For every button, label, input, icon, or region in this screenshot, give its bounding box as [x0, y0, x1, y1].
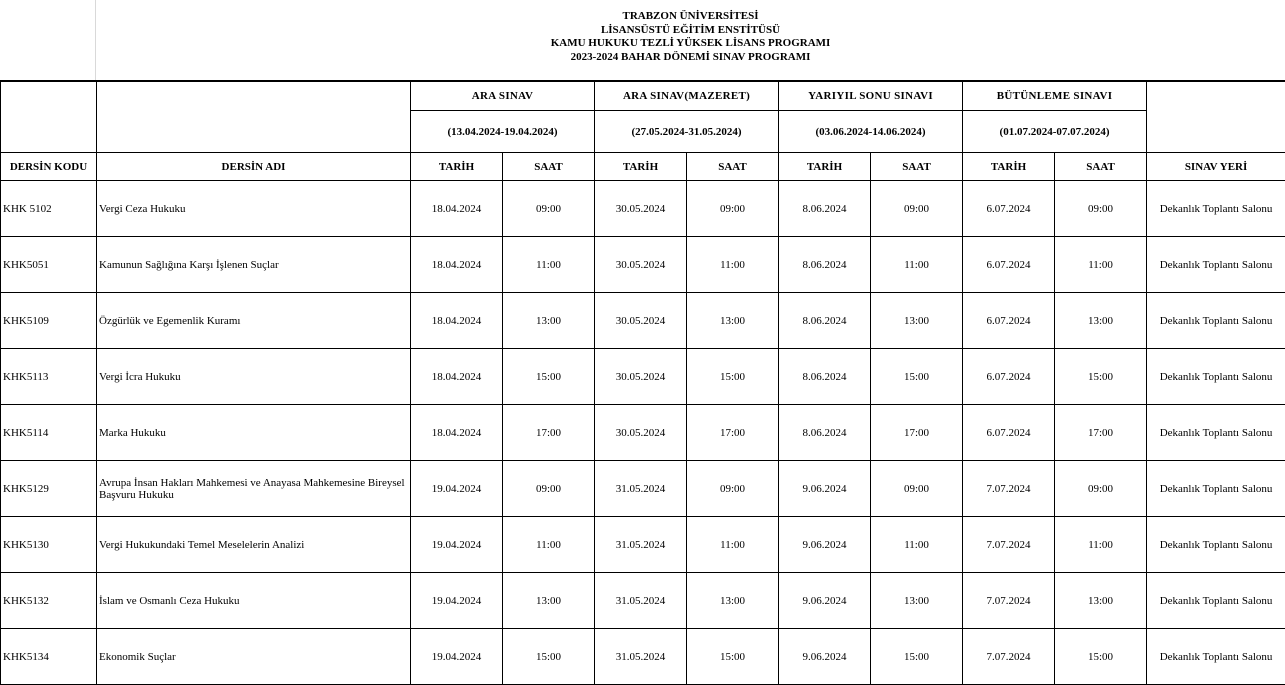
- makeup-date: 30.05.2024: [595, 293, 687, 349]
- resit-date: 6.07.2024: [963, 293, 1055, 349]
- title-term: 2023-2024 BAHAR DÖNEMİ SINAV PROGRAMI: [96, 51, 1285, 65]
- col-header-date: TARİH: [411, 153, 503, 181]
- table-row: [1, 629, 1285, 685]
- final-time: 13:00: [871, 293, 963, 349]
- exam-room: Dekanlık Toplantı Salonu: [1147, 237, 1285, 293]
- table-row: [1, 461, 1285, 517]
- final-date: 9.06.2024: [779, 517, 871, 573]
- table-row: [1, 517, 1285, 573]
- course-code: KHK5109: [1, 293, 97, 349]
- resit-date: 7.07.2024: [963, 461, 1055, 517]
- final-time: 15:00: [871, 629, 963, 685]
- table-row: [1, 293, 1285, 349]
- midterm-date: 19.04.2024: [411, 573, 503, 629]
- course-name: Kamunun Sağlığına Karşı İşlenen Suçlar: [97, 237, 411, 293]
- course-code: KHK5051: [1, 237, 97, 293]
- table-row: [1, 349, 1285, 405]
- section-title-final: YARIYIL SONU SINAVI: [779, 81, 963, 111]
- exam-room: Dekanlık Toplantı Salonu: [1147, 181, 1285, 237]
- resit-date: 6.07.2024: [963, 181, 1055, 237]
- midterm-time: 13:00: [503, 293, 595, 349]
- table-row: [1, 405, 1285, 461]
- exam-room: Dekanlık Toplantı Salonu: [1147, 293, 1285, 349]
- makeup-date: 30.05.2024: [595, 405, 687, 461]
- final-date: 8.06.2024: [779, 237, 871, 293]
- section-title-row: [1, 81, 1285, 111]
- exam-room: Dekanlık Toplantı Salonu: [1147, 461, 1285, 517]
- makeup-date: 31.05.2024: [595, 517, 687, 573]
- table-row: [1, 237, 1285, 293]
- resit-time: 17:00: [1055, 405, 1147, 461]
- exam-room: Dekanlık Toplantı Salonu: [1147, 405, 1285, 461]
- document-title: [96, 10, 1285, 64]
- col-header-room: SINAV YERİ: [1147, 153, 1285, 181]
- course-name: Vergi Ceza Hukuku: [97, 181, 411, 237]
- resit-date: 7.07.2024: [963, 517, 1055, 573]
- midterm-date: 19.04.2024: [411, 629, 503, 685]
- final-time: 17:00: [871, 405, 963, 461]
- midterm-time: 09:00: [503, 181, 595, 237]
- course-name: Vergi Hukukundaki Temel Meselelerin Analizi: [97, 517, 411, 573]
- makeup-date: 30.05.2024: [595, 181, 687, 237]
- col-header-code: DERSİN KODU: [1, 153, 97, 181]
- course-code: KHK5114: [1, 405, 97, 461]
- midterm-time: 09:00: [503, 461, 595, 517]
- title-left-cell: [0, 0, 96, 80]
- exam-room: Dekanlık Toplantı Salonu: [1147, 349, 1285, 405]
- header-blank-room: [1147, 81, 1285, 111]
- resit-time: 11:00: [1055, 517, 1147, 573]
- final-date: 8.06.2024: [779, 293, 871, 349]
- resit-time: 13:00: [1055, 573, 1147, 629]
- schedule-table: [0, 80, 1285, 685]
- resit-time: 09:00: [1055, 461, 1147, 517]
- makeup-time: 13:00: [687, 293, 779, 349]
- header-blank-room-2: [1147, 111, 1285, 153]
- col-header-time: SAAT: [1055, 153, 1147, 181]
- makeup-date: 31.05.2024: [595, 573, 687, 629]
- final-date: 8.06.2024: [779, 181, 871, 237]
- midterm-date: 19.04.2024: [411, 517, 503, 573]
- makeup-time: 13:00: [687, 573, 779, 629]
- exam-room: Dekanlık Toplantı Salonu: [1147, 573, 1285, 629]
- final-date: 9.06.2024: [779, 461, 871, 517]
- makeup-date: 31.05.2024: [595, 629, 687, 685]
- makeup-date: 30.05.2024: [595, 349, 687, 405]
- section-range-resit: (01.07.2024-07.07.2024): [963, 111, 1147, 153]
- section-title-makeup-midterm: ARA SINAV(MAZERET): [595, 81, 779, 111]
- midterm-time: 13:00: [503, 573, 595, 629]
- final-date: 8.06.2024: [779, 349, 871, 405]
- midterm-date: 18.04.2024: [411, 405, 503, 461]
- midterm-date: 18.04.2024: [411, 293, 503, 349]
- final-time: 13:00: [871, 573, 963, 629]
- col-header-time: SAAT: [503, 153, 595, 181]
- resit-time: 11:00: [1055, 237, 1147, 293]
- midterm-date: 18.04.2024: [411, 237, 503, 293]
- final-date: 8.06.2024: [779, 405, 871, 461]
- section-range-row: [1, 111, 1285, 153]
- table-row: [1, 181, 1285, 237]
- resit-date: 7.07.2024: [963, 573, 1055, 629]
- makeup-time: 15:00: [687, 629, 779, 685]
- exam-room: Dekanlık Toplantı Salonu: [1147, 629, 1285, 685]
- course-name: Marka Hukuku: [97, 405, 411, 461]
- section-range-final: (03.06.2024-14.06.2024): [779, 111, 963, 153]
- midterm-time: 15:00: [503, 349, 595, 405]
- resit-date: 6.07.2024: [963, 405, 1055, 461]
- course-code: KHK 5102: [1, 181, 97, 237]
- col-header-time: SAAT: [871, 153, 963, 181]
- makeup-time: 15:00: [687, 349, 779, 405]
- final-date: 9.06.2024: [779, 573, 871, 629]
- makeup-time: 17:00: [687, 405, 779, 461]
- makeup-time: 09:00: [687, 181, 779, 237]
- course-name: Vergi İcra Hukuku: [97, 349, 411, 405]
- resit-time: 13:00: [1055, 293, 1147, 349]
- course-code: KHK5129: [1, 461, 97, 517]
- section-title-midterm: ARA SINAV: [411, 81, 595, 111]
- header-blank-code-2: [1, 111, 97, 153]
- resit-time: 15:00: [1055, 629, 1147, 685]
- makeup-time: 09:00: [687, 461, 779, 517]
- final-time: 11:00: [871, 517, 963, 573]
- midterm-date: 18.04.2024: [411, 349, 503, 405]
- final-time: 09:00: [871, 461, 963, 517]
- course-code: KHK5130: [1, 517, 97, 573]
- midterm-date: 19.04.2024: [411, 461, 503, 517]
- col-header-date: TARİH: [779, 153, 871, 181]
- final-time: 09:00: [871, 181, 963, 237]
- section-title-resit: BÜTÜNLEME SINAVI: [963, 81, 1147, 111]
- course-code: KHK5132: [1, 573, 97, 629]
- course-name: Ekonomik Suçlar: [97, 629, 411, 685]
- final-time: 15:00: [871, 349, 963, 405]
- header-blank-name: [97, 81, 411, 111]
- title-program: KAMU HUKUKU TEZLİ YÜKSEK LİSANS PROGRAMI: [96, 37, 1285, 51]
- col-header-name: DERSİN ADI: [97, 153, 411, 181]
- course-code: KHK5113: [1, 349, 97, 405]
- section-range-midterm: (13.04.2024-19.04.2024): [411, 111, 595, 153]
- col-header-date: TARİH: [595, 153, 687, 181]
- course-name: Avrupa İnsan Hakları Mahkemesi ve Anayasa Mahkemesine Bireysel Başvuru Hukuku: [97, 461, 411, 517]
- section-range-makeup-midterm: (27.05.2024-31.05.2024): [595, 111, 779, 153]
- final-time: 11:00: [871, 237, 963, 293]
- resit-date: 7.07.2024: [963, 629, 1055, 685]
- midterm-time: 17:00: [503, 405, 595, 461]
- header-blank-name-2: [97, 111, 411, 153]
- resit-date: 6.07.2024: [963, 237, 1055, 293]
- resit-time: 15:00: [1055, 349, 1147, 405]
- col-header-date: TARİH: [963, 153, 1055, 181]
- midterm-time: 11:00: [503, 517, 595, 573]
- makeup-time: 11:00: [687, 237, 779, 293]
- makeup-time: 11:00: [687, 517, 779, 573]
- course-code: KHK5134: [1, 629, 97, 685]
- midterm-time: 15:00: [503, 629, 595, 685]
- final-date: 9.06.2024: [779, 629, 871, 685]
- table-row: [1, 573, 1285, 629]
- resit-date: 6.07.2024: [963, 349, 1055, 405]
- col-header-time: SAAT: [687, 153, 779, 181]
- midterm-date: 18.04.2024: [411, 181, 503, 237]
- course-name: İslam ve Osmanlı Ceza Hukuku: [97, 573, 411, 629]
- resit-time: 09:00: [1055, 181, 1147, 237]
- header-blank-code: [1, 81, 97, 111]
- makeup-date: 31.05.2024: [595, 461, 687, 517]
- midterm-time: 11:00: [503, 237, 595, 293]
- exam-room: Dekanlık Toplantı Salonu: [1147, 517, 1285, 573]
- column-header-row: [1, 153, 1285, 181]
- title-university: TRABZON ÜNİVERSİTESİ: [96, 10, 1285, 24]
- course-name: Özgürlük ve Egemenlik Kuramı: [97, 293, 411, 349]
- makeup-date: 30.05.2024: [595, 237, 687, 293]
- title-institute: LİSANSÜSTÜ EĞİTİM ENSTİTÜSÜ: [96, 24, 1285, 38]
